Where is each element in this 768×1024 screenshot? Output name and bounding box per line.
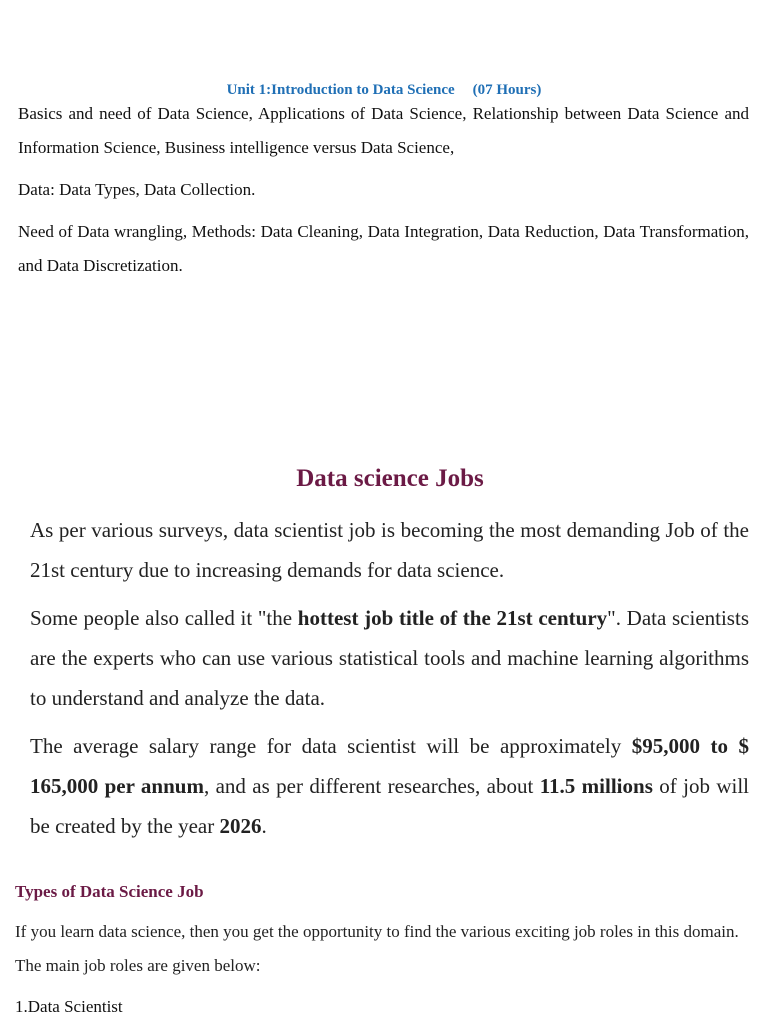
jobs-p2-bold: hottest job title of the 21st century: [297, 606, 608, 630]
types-intro: If you learn data science, then you get the opportunity to find the various exciting job roles in this domain. The main job roles are given below:: [15, 922, 739, 975]
types-section: [15, 915, 750, 983]
salary-range: $95,000 to $ 165,000 per annum: [30, 734, 749, 798]
jobs-p3-text-a: The average salary range for data scientist will be approximately: [30, 734, 632, 758]
jobs-paragraph-2: [30, 598, 749, 718]
unit-title-text: Unit 1:Introduction to Data Science: [226, 82, 455, 98]
jobs-p2-text-a: Some people also called it "the: [30, 606, 298, 630]
jobs-paragraph-3: [30, 726, 749, 846]
types-heading: Types of Data Science Job: [15, 882, 204, 901]
jobs-paragraph-1: As per various surveys, data scientist job is becoming the most demanding Job of the 21st century due to increasing demands for data science.: [30, 518, 749, 582]
jobs-heading: Data science Jobs: [296, 465, 484, 492]
list-item: 1.Data Scientist: [15, 997, 123, 1016]
syllabus-paragraph-1: Basics and need of Data Science, Applications of Data Science, Relationship between Data Science and Information Science, Business intelligence versus Data Science,: [18, 104, 749, 157]
jobs-p3-text-d: .: [261, 814, 267, 838]
syllabus-paragraph-3: Need of Data wrangling, Methods: Data Cleaning, Data Integration, Data Reduction, Data Transformation, and Data Discretization.: [18, 222, 749, 275]
jobs-section: [30, 510, 749, 854]
jobs-p2-text-b: ". Data scientists are the experts who can use various statistical tools and machine learning algorithms to understand and analyze the data.: [30, 606, 749, 710]
target-year: 2026: [219, 814, 262, 838]
jobs-p3-text-b: , and as per different researches, about: [203, 774, 540, 798]
syllabus-section: [18, 97, 749, 283]
jobs-p3-text-c: of job will be created by the year: [30, 774, 749, 838]
unit-hours: (07 Hours): [472, 82, 542, 98]
job-count: 11.5 millions: [539, 774, 653, 798]
syllabus-paragraph-2: Data: Data Types, Data Collection.: [18, 180, 256, 199]
